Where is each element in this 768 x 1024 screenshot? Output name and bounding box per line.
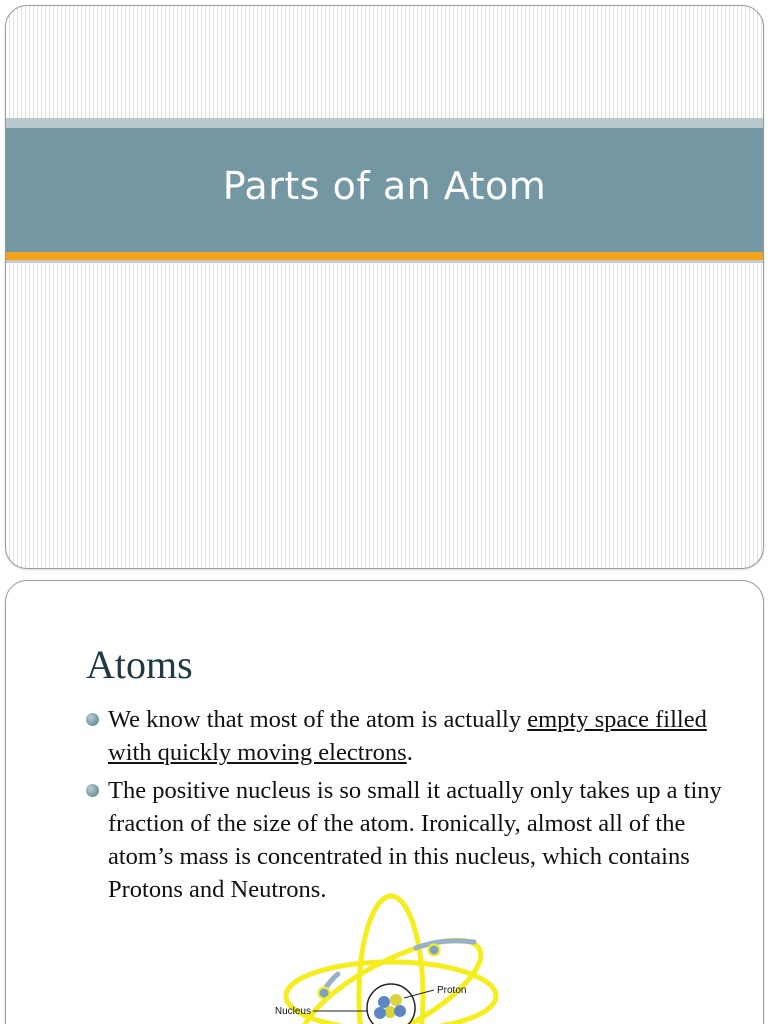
bullet-list: [86, 703, 736, 911]
slide-1: [5, 5, 764, 569]
slide-2: [5, 580, 764, 1024]
bullet-1-text: We know that most of the atom is actually: [108, 706, 528, 733]
neutron-icon: [394, 1005, 406, 1017]
neutron-icon: [378, 996, 390, 1008]
bullet-2-text: The positive nucleus is so small it actually only takes up a tiny fraction of the size of the atom. Ironically, almost all of the atom’s mass is concentrated in this nucleus, which contains Protons and Neutrons.: [108, 777, 722, 903]
title-band-orange-stripe: [6, 252, 763, 260]
title-band: [6, 128, 763, 252]
bullet-1-end: .: [406, 739, 413, 766]
title-band-shadow: [6, 260, 763, 263]
slide-2-heading: Atoms: [86, 642, 193, 687]
electron-trail: [416, 941, 474, 948]
proton-label: Proton: [437, 985, 467, 996]
atom-diagram: [266, 886, 506, 1024]
proton-icon: [390, 994, 402, 1006]
title-band-top-stripe: [6, 118, 763, 128]
neutron-icon: [374, 1007, 386, 1019]
bullet-1-underlined-text: empty space filled with quickly moving electrons: [108, 706, 707, 766]
electron-icon: [429, 945, 440, 956]
bullet-item-1: [86, 703, 736, 769]
bullet-dot-icon: [86, 784, 99, 797]
electron-icon: [319, 988, 330, 999]
bullet-dot-icon: [86, 713, 99, 726]
slide-1-title: Parts of an Atom: [222, 164, 547, 208]
nucleus-label: Nucleus: [274, 1006, 311, 1017]
nucleus-ring: [367, 984, 415, 1024]
